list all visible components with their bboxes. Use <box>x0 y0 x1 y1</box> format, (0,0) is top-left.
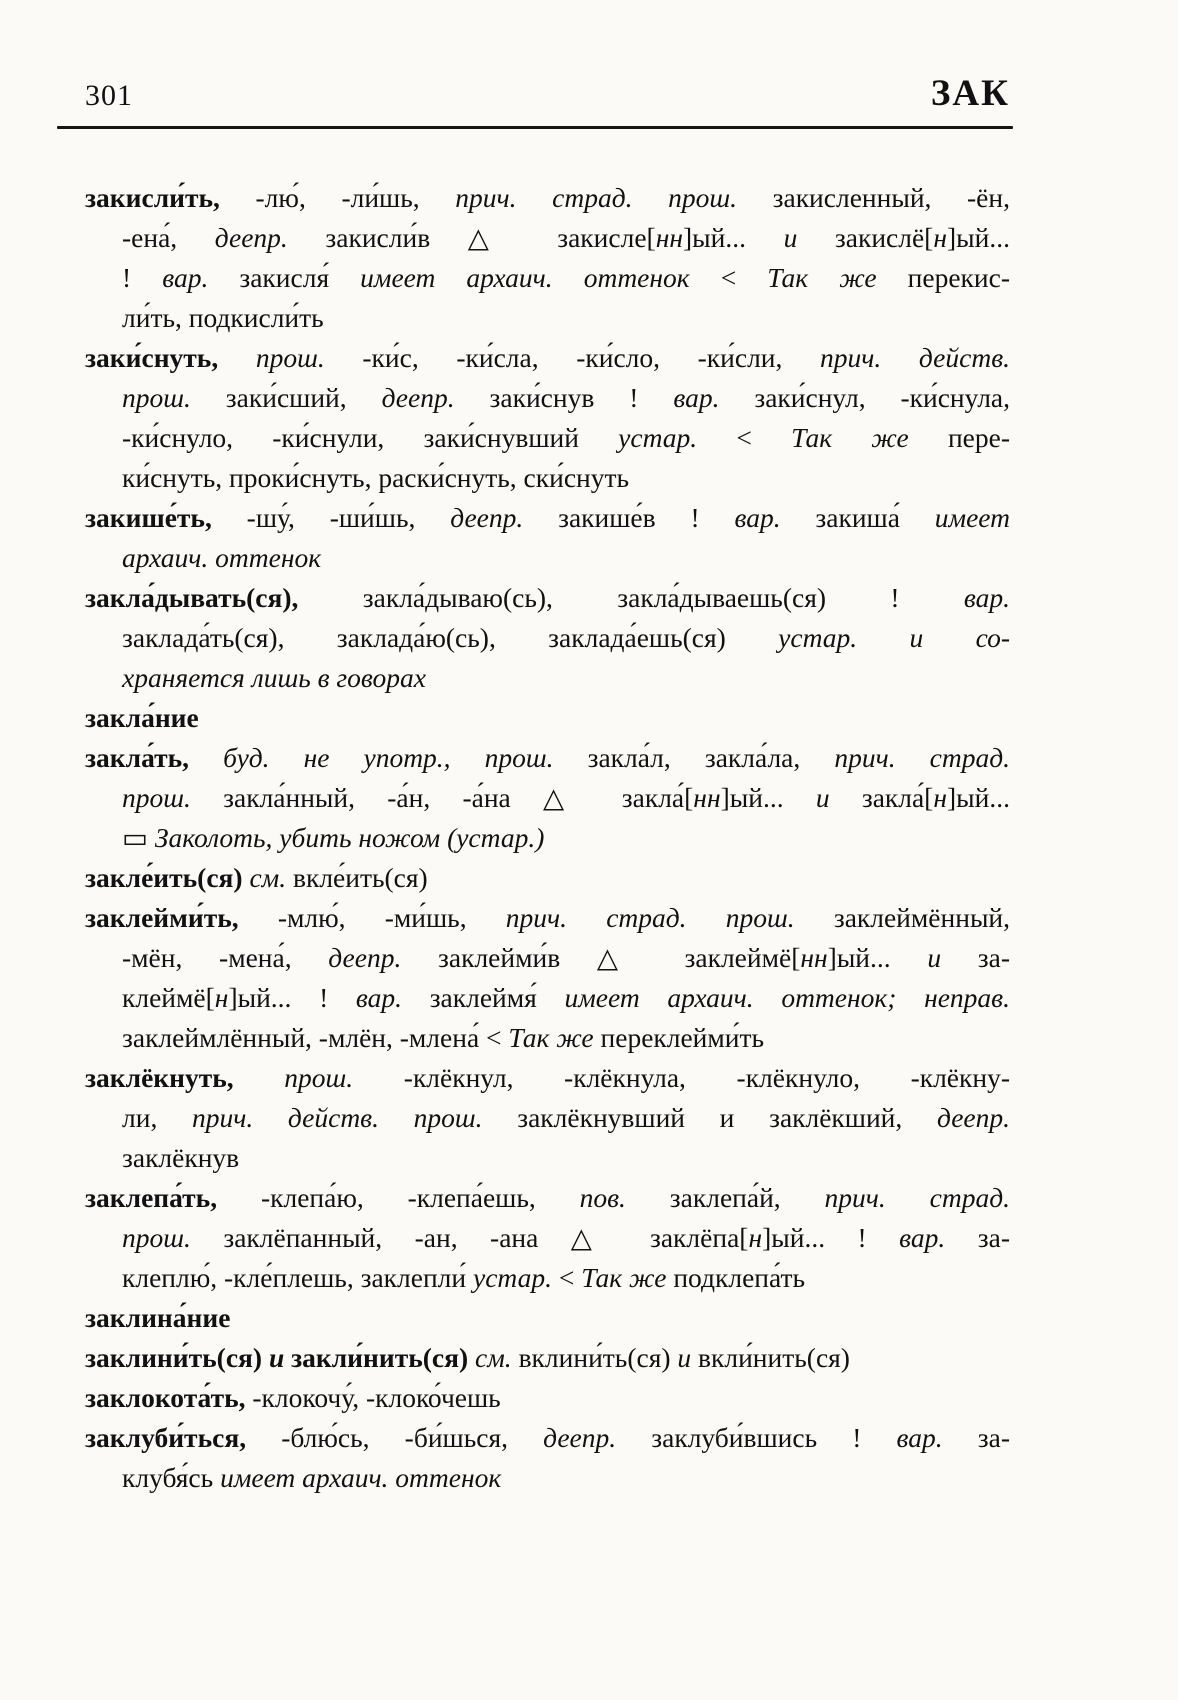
entry-text: деепр. <box>214 222 288 253</box>
entry-line <box>85 1138 1010 1178</box>
entry-text: закисля́ <box>208 262 361 293</box>
headword: заклейми́ть, <box>85 902 239 933</box>
entry-text: за- <box>945 1222 1010 1253</box>
entry-text: -ки́снуло, -ки́снули, заки́снувший <box>122 422 619 453</box>
entry-text: закисли́в △ закисле[ <box>287 222 656 253</box>
entry-line <box>85 1178 1010 1218</box>
entry-text: закислё[ <box>797 222 934 253</box>
entry-line <box>85 898 1010 938</box>
entry-text: -лю́, -ли́шь, <box>219 182 456 213</box>
entry-text: -шу́, -ши́шь, <box>211 502 451 533</box>
entry-text: прош. <box>284 1062 354 1093</box>
entry-line <box>85 1418 1010 1458</box>
dictionary-entries <box>85 178 1010 1498</box>
entry-text: подклепа́ть <box>666 1262 806 1293</box>
entry-text: за- <box>941 942 1011 973</box>
dictionary-entry <box>85 1378 1010 1418</box>
entry-text: перекис- <box>876 262 1010 293</box>
entry-text: ! <box>122 262 163 293</box>
entry-text <box>218 342 256 373</box>
entry-text: прич. страд. <box>824 1182 1010 1213</box>
entry-text: и <box>262 1342 292 1373</box>
entry-text: заклепа́й, <box>625 1182 825 1213</box>
entry-text: пере- <box>908 422 1010 453</box>
entry-text: ли́ть, подкисли́ть <box>122 302 324 333</box>
entry-line <box>85 338 1010 378</box>
entry-text: заклейми́в △ заклеймё[ <box>401 942 801 973</box>
entry-text: архаич. оттенок <box>122 542 322 573</box>
entry-text: и <box>815 782 830 813</box>
entry-text: вар. <box>162 262 209 293</box>
entry-text: н <box>933 782 948 813</box>
entry-text: прич. действ. прош. <box>192 1102 483 1133</box>
entry-text: -клокочу́, -клоко́чешь <box>245 1382 501 1413</box>
entry-line <box>85 418 1010 458</box>
entry-line <box>85 818 1010 858</box>
dictionary-entry <box>85 1338 1010 1378</box>
dictionary-entry <box>85 738 1010 858</box>
entry-text: заклуби́вшись ! <box>616 1422 897 1453</box>
entry-text: ]ый... <box>827 942 928 973</box>
entry-text: прош. <box>122 1222 191 1253</box>
dictionary-entry <box>85 898 1010 1058</box>
dictionary-entry <box>85 1178 1010 1298</box>
entry-text: вар. <box>673 382 720 413</box>
entry-text: ▭ <box>122 822 155 853</box>
entry-text: закла́л, закла́ла, <box>553 742 835 773</box>
entry-line <box>85 218 1010 258</box>
entry-text: заклеймлённый, -млён, -млена́ < <box>122 1022 509 1053</box>
entry-text: имеет <box>934 502 1011 533</box>
headword: закла́ние <box>85 702 199 733</box>
entry-text: ]ый... <box>947 222 1010 253</box>
entry-text: и <box>783 222 798 253</box>
entry-text: клеплю́, -кле́плешь, заклепли́ <box>122 1262 473 1293</box>
entry-text: прич. страд. прош. <box>455 182 737 213</box>
entry-text: деепр. <box>381 382 455 413</box>
entry-text: Так же <box>508 1022 594 1053</box>
entry-line <box>85 578 1010 618</box>
entry-line <box>85 778 1010 818</box>
dictionary-entry <box>85 1418 1010 1498</box>
entry-text: закиша́ <box>780 502 935 533</box>
entry-text: ли, <box>122 1102 192 1133</box>
entry-text: -блю́сь, -би́шься, <box>246 1422 544 1453</box>
entry-text: храняется лишь в говорах <box>122 662 426 693</box>
entry-line <box>85 1458 1010 1498</box>
headword: закле́ить(ся) <box>85 862 243 893</box>
entry-text: ]ый... <box>682 222 784 253</box>
dictionary-entry <box>85 858 1010 898</box>
entry-line <box>85 1378 1010 1418</box>
entry-text: вар. <box>899 1222 946 1253</box>
entry-text: имеет архаич. оттенок <box>360 262 690 293</box>
entry-text: -клёкнул, -клёкнула, -клёкнуло, -клёкну- <box>353 1062 1011 1093</box>
entry-text: прич. страд. <box>834 742 1010 773</box>
entry-text: вар. <box>734 502 781 533</box>
entry-text: заклёкнувший и заклёкший, <box>482 1102 937 1133</box>
entry-text: прош. <box>122 382 191 413</box>
entry-text: -клепа́ю, -клепа́ешь, <box>217 1182 580 1213</box>
entry-text: -ки́с, -ки́сла, -ки́сло, -ки́сли, <box>324 342 821 373</box>
entry-line <box>85 1298 1010 1338</box>
entry-text: вар. <box>355 982 403 1013</box>
entry-text: деепр. <box>543 1422 617 1453</box>
entry-text: н <box>748 1222 763 1253</box>
header-rule <box>57 126 1013 129</box>
entry-line <box>85 1258 1010 1298</box>
entry-text: закла́[ <box>829 782 934 813</box>
entry-line <box>85 1058 1010 1098</box>
entry-line <box>85 378 1010 418</box>
entry-text: переклейми́ть <box>593 1022 765 1053</box>
headword: закла́дывать(ся), <box>85 582 299 613</box>
entry-text: деепр. <box>450 502 524 533</box>
entry-line <box>85 858 1010 898</box>
entry-text: устар. и со- <box>778 622 1010 653</box>
entry-text: Заколоть, убить ножом (устар.) <box>154 822 545 853</box>
headword: закише́ть, <box>85 502 212 533</box>
entry-text: за- <box>942 1422 1011 1453</box>
entry-text: ]ый... ! <box>762 1222 900 1253</box>
entry-text: буд. не употр., прош. <box>223 742 554 773</box>
entry-text: и <box>927 942 942 973</box>
dictionary-entry <box>85 698 1010 738</box>
entry-text: вар. <box>896 1422 943 1453</box>
entry-text: клубя́сь <box>122 1462 221 1493</box>
entry-text: заки́снул, -ки́снула, <box>719 382 1010 413</box>
entry-line <box>85 1338 1010 1378</box>
headword: закла́ть, <box>85 742 190 773</box>
entry-line <box>85 498 1010 538</box>
entry-text: ки́снуть, проки́снуть, раски́снуть, ски́снуть <box>122 462 630 493</box>
entry-text <box>189 742 223 773</box>
entry-text: Так же <box>581 1262 667 1293</box>
entry-text: и <box>677 1342 692 1373</box>
entry-text: вклини́ть(ся) <box>511 1342 678 1373</box>
entry-text: устар. <box>618 422 698 453</box>
page-number: 301 <box>85 79 133 112</box>
entry-text: прич. действ. <box>820 342 1011 373</box>
entry-text: заклеймённый, <box>794 902 1011 933</box>
entry-text: закише́в ! <box>523 502 735 533</box>
entry-line <box>85 1098 1010 1138</box>
entry-text: < <box>551 1262 582 1293</box>
headword: заклини́ть(ся) <box>85 1342 263 1373</box>
headword: заклокота́ть, <box>85 1382 246 1413</box>
entry-text: заклада́ть(ся), заклада́ю(сь), заклада́ешь(ся) <box>122 622 779 653</box>
entry-line <box>85 618 1010 658</box>
entry-text: деепр. <box>936 1102 1010 1133</box>
entry-text: имеет архаич. оттенок; неправ. <box>564 982 1010 1013</box>
entry-line <box>85 1218 1010 1258</box>
entry-line <box>85 298 1010 338</box>
entry-text: имеет архаич. оттенок <box>220 1462 502 1493</box>
dictionary-entry <box>85 578 1010 698</box>
entry-text: закла́нный, -а́н, -а́на △ закла́[ <box>190 782 694 813</box>
entry-line <box>85 738 1010 778</box>
entry-text: заклёпанный, -ан, -ана △ заклёпа[ <box>190 1222 749 1253</box>
headword: заклепа́ть, <box>85 1182 218 1213</box>
entry-text: Так же <box>767 262 877 293</box>
headword: закисли́ть, <box>85 182 220 213</box>
entry-text: заки́снув ! <box>454 382 674 413</box>
dictionary-entry <box>85 338 1010 498</box>
entry-line <box>85 458 1010 498</box>
guide-word: ЗАК <box>930 73 1010 114</box>
entry-text <box>234 1062 285 1093</box>
entry-text: нн <box>800 942 828 973</box>
entry-text: нн <box>655 222 683 253</box>
entry-text: Так же <box>791 422 909 453</box>
entry-text: -мён, -мена́, <box>122 942 329 973</box>
headword: заки́снуть, <box>85 342 219 373</box>
dictionary-entry <box>85 1298 1010 1338</box>
entry-text: см. <box>249 862 287 893</box>
entry-text: пов. <box>579 1182 626 1213</box>
entry-text: ]ый... <box>947 782 1010 813</box>
page-header <box>85 72 1010 115</box>
entry-line <box>85 978 1010 1018</box>
entry-text: заклеймя́ <box>402 982 565 1013</box>
entry-text: закла́дываю(сь), закла́дываешь(ся) ! <box>298 582 964 613</box>
entry-text: вар. <box>963 582 1010 613</box>
entry-text: заклёкнув <box>122 1142 240 1173</box>
entry-text: нн <box>693 782 721 813</box>
entry-text: ]ый... ! <box>228 982 356 1013</box>
entry-text: н <box>933 222 948 253</box>
headword: закли́нить(ся) <box>291 1342 469 1373</box>
entry-text: -млю́, -ми́шь, <box>238 902 506 933</box>
dictionary-entry <box>85 1058 1010 1178</box>
entry-text: вкле́ить(ся) <box>286 862 428 893</box>
entry-text: устар. <box>472 1262 552 1293</box>
entry-text: н <box>214 982 229 1013</box>
dictionary-entry <box>85 498 1010 578</box>
entry-text: вкли́нить(ся) <box>691 1342 850 1373</box>
entry-text: деепр. <box>328 942 402 973</box>
entry-line <box>85 178 1010 218</box>
entry-text: прош. <box>255 342 325 373</box>
entry-text: прош. <box>122 782 191 813</box>
entry-line <box>85 698 1010 738</box>
entry-line <box>85 658 1010 698</box>
entry-text: < <box>689 262 768 293</box>
entry-text: см. <box>475 1342 512 1373</box>
entry-text: заки́сший, <box>190 382 382 413</box>
entry-text: прич. страд. прош. <box>505 902 795 933</box>
dictionary-entry <box>85 178 1010 338</box>
entry-line <box>85 1018 1010 1058</box>
entry-text: ]ый... <box>720 782 816 813</box>
headword: заклёкнуть, <box>85 1062 234 1093</box>
entry-text: клеймё[ <box>122 982 215 1013</box>
entry-line <box>85 538 1010 578</box>
entry-line <box>85 938 1010 978</box>
headword: заклуби́ться, <box>85 1422 247 1453</box>
headword: заклина́ние <box>85 1302 231 1333</box>
entry-text: закисленный, -ён, <box>737 182 1010 213</box>
entry-line <box>85 258 1010 298</box>
entry-text: < <box>697 422 792 453</box>
entry-text: -ена́, <box>122 222 215 253</box>
